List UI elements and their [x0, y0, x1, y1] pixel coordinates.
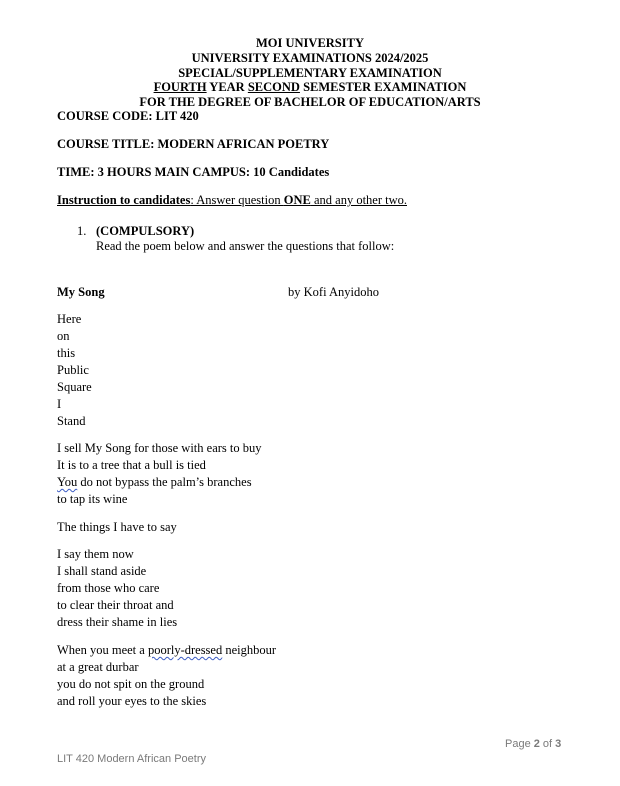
question-text: Read the poem below and answer the questions that follow:	[96, 239, 395, 253]
poem-line: I shall stand aside	[57, 564, 147, 578]
page-number	[505, 738, 561, 750]
instruction-label: Instruction to candidates	[57, 193, 191, 207]
stanza-1	[57, 311, 92, 430]
poem-line: dress their shame in lies	[57, 615, 178, 629]
poem-line: I sell My Song for those with ears to buy	[57, 441, 262, 455]
year-connector: YEAR	[206, 80, 248, 94]
page-total: 3	[555, 738, 562, 750]
poem-line	[57, 642, 276, 659]
poem-line: you do not spit on the ground	[57, 677, 205, 691]
poem-line-rest: do not bypass the palm’s branches	[77, 475, 252, 489]
poem-line: and roll your eyes to the skies	[57, 694, 207, 708]
poem-word: You	[57, 475, 78, 489]
poem-line-start: When you meet a	[57, 643, 148, 657]
poem-line: to clear their throat and	[57, 598, 174, 612]
instruction-text-1: : Answer question	[190, 193, 284, 207]
page-of: of	[539, 738, 556, 750]
stanza-2	[57, 440, 262, 508]
poem-line: Public	[57, 363, 89, 377]
poem-title: My Song	[57, 285, 105, 299]
poem-line: on	[57, 329, 70, 343]
question-number: 1.	[77, 224, 87, 238]
instruction-emphasis: ONE	[283, 193, 311, 207]
course-title: COURSE TITLE: MODERN AFRICAN POETRY	[57, 137, 330, 151]
degree-line: FOR THE DEGREE OF BACHELOR OF EDUCATION/ARTS	[139, 95, 481, 109]
poem-line-end: neighbour	[222, 643, 277, 657]
instructions	[57, 193, 407, 208]
year-semester	[0, 80, 620, 95]
poem-line: from those who care	[57, 581, 160, 595]
stanza-5	[57, 642, 276, 710]
poem-line: It is to a tree that a bull is tied	[57, 458, 206, 472]
page-prefix: Page	[505, 738, 534, 750]
poem-line: The things I have to say	[57, 520, 177, 534]
stanza-3	[57, 519, 177, 536]
poem-word: poorly-dressed	[147, 643, 223, 657]
instruction-text-2: and any other two.	[310, 193, 407, 207]
question-title: (COMPULSORY)	[96, 224, 195, 238]
poem-line	[57, 474, 262, 491]
stanza-4	[57, 546, 177, 631]
page-current: 2	[533, 738, 540, 750]
exam-type: SPECIAL/SUPPLEMENTARY EXAMINATION	[178, 66, 442, 80]
university-name: MOI UNIVERSITY	[255, 36, 364, 50]
semester-word: SECOND	[247, 80, 300, 94]
poem-line: at a great durbar	[57, 660, 139, 674]
year-word: FOURTH	[153, 80, 207, 94]
poem-line: Square	[57, 380, 92, 394]
poem-line: Stand	[57, 414, 86, 428]
semester-tail: SEMESTER EXAMINATION	[299, 80, 467, 94]
poem-line: Here	[57, 312, 82, 326]
footer-course: LIT 420 Modern African Poetry	[57, 753, 206, 765]
poem-line: I say them now	[57, 547, 134, 561]
poem-line: to tap its wine	[57, 492, 128, 506]
exam-time: TIME: 3 HOURS MAIN CAMPUS: 10 Candidates	[57, 165, 330, 179]
poem-author: by Kofi Anyidoho	[288, 285, 379, 299]
poem-line: I	[57, 397, 62, 411]
course-code: COURSE CODE: LIT 420	[57, 109, 199, 123]
exam-session: UNIVERSITY EXAMINATIONS 2024/2025	[191, 51, 429, 65]
poem-line: this	[57, 346, 76, 360]
